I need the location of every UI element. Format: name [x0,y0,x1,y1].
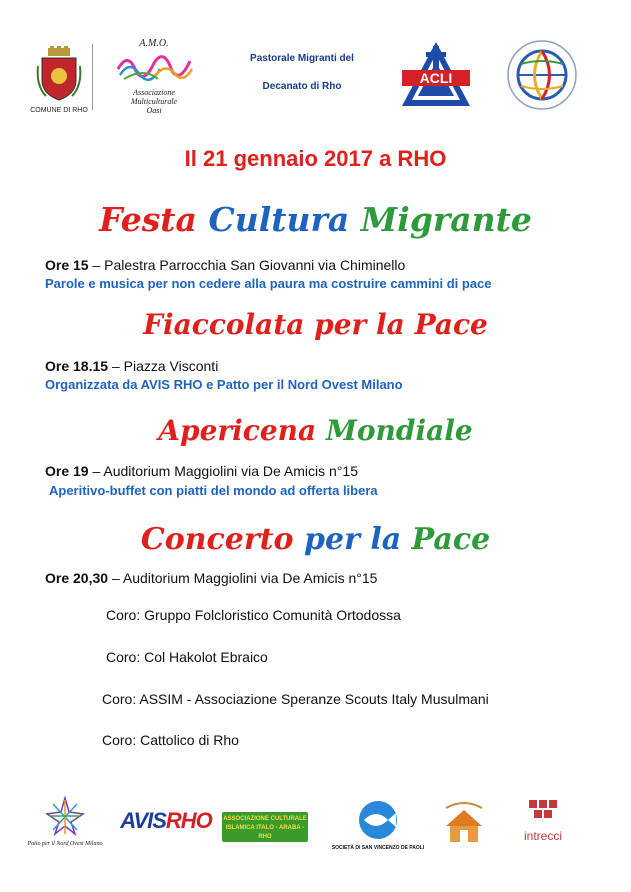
san-vincenzo-logo [328,800,428,851]
fiaccolata-time: Ore 18.15 [45,358,109,374]
intrecci-logo [514,796,572,843]
fiaccolata-details [45,358,218,374]
house-icon [440,800,488,844]
fish-icon [358,800,398,840]
san-vincenzo-caption: SOCIETÀ DI SAN VINCENZO DE PAOLI [331,845,425,851]
coro-item: Coro: Cattolico di Rho [102,732,239,748]
acli-logo [400,40,472,110]
festa-time: Ore 15 [45,257,89,273]
amo-title: A.M.O. [139,38,169,49]
patto-logo [20,796,110,847]
rho-text: RHO [165,808,212,833]
avis-rho-logo [120,808,212,834]
patto-star-icon [43,796,87,836]
coat-of-arms-icon [34,46,84,102]
concerto-title [0,522,631,557]
amo-caption-3: Oasi [146,106,162,115]
apericena-time: Ore 19 [45,463,89,479]
festa-details [45,257,405,273]
festa-word-3: Migrante [360,200,532,239]
amo-logo [112,38,196,118]
comune-di-rho-logo [24,46,94,116]
divider [92,44,93,110]
event-date-heading: Il 21 gennaio 2017 a RHO [184,146,447,171]
amo-caption-2: Multiculturale [130,97,178,106]
pastorale-migranti-heading [232,52,372,94]
festa-note: Parole e musica per non cedere alla paura ma costruire cammini di pace [45,276,492,291]
intrecci-icon [525,796,561,824]
festa-word-1: Festa [99,200,197,239]
concerto-details [45,570,377,586]
amo-figures-icon [114,49,194,83]
acli-emblem-icon [400,40,472,110]
concerto-time: Ore 20,30 [45,570,109,586]
festa-title [0,200,631,239]
festa-word-2: Cultura [208,200,350,239]
fiaccolata-place: – Piazza Visconti [108,358,219,374]
globe-icon [505,38,579,112]
concerto-place: – Auditorium Maggiolini via De Amicis n°15 [108,570,378,586]
intrecci-label: intrecci [523,829,562,843]
fiaccolata-title: Fiaccolata per la Pace [143,308,488,341]
pastorale-line-1: Pastorale Migranti del [250,53,354,64]
apericena-title [0,414,631,447]
concerto-word-1: Concerto [140,522,294,557]
islamic-association-banner: ASSOCIAZIONE CULTURALE ISLAMICA ITALO - ARABA - RHO [222,812,308,842]
apericena-word-2: Mondiale [325,414,473,447]
acli-label: ACLI [419,70,453,86]
coro-item: Coro: Col Hakolot Ebraico [106,649,268,665]
concerto-word-2: per [304,522,360,557]
amo-caption-1: Associazione [133,88,175,97]
avis-text: AVIS [120,808,166,833]
festa-place: – Palestra Parrocchia San Giovanni via Chiminello [88,257,406,273]
patto-caption: Patto per il Nord Ovest Milano [27,841,103,847]
pastorale-line-2: Decanato di Rho [262,81,342,92]
apericena-note: Aperitivo-buffet con piatti del mondo ad offerta libera [49,483,378,498]
globe-logo [505,38,579,112]
coro-item: Coro: Gruppo Folcloristico Comunità Ortodossa [106,607,401,623]
oasi-association-logo [440,800,488,844]
coro-item: Coro: ASSIM - Associazione Speranze Scouts Italy Musulmani [102,691,489,707]
apericena-word-1: Apericena [158,414,317,447]
fiaccolata-note: Organizzata da AVIS RHO e Patto per il Nord Ovest Milano [45,377,403,392]
apericena-place: – Auditorium Maggiolini via De Amicis n°15 [88,463,358,479]
apericena-details [45,463,358,479]
concerto-word-4: Pace [411,522,491,557]
comune-label: COMUNE DI RHO [30,107,88,114]
concerto-word-3: la [370,522,402,557]
